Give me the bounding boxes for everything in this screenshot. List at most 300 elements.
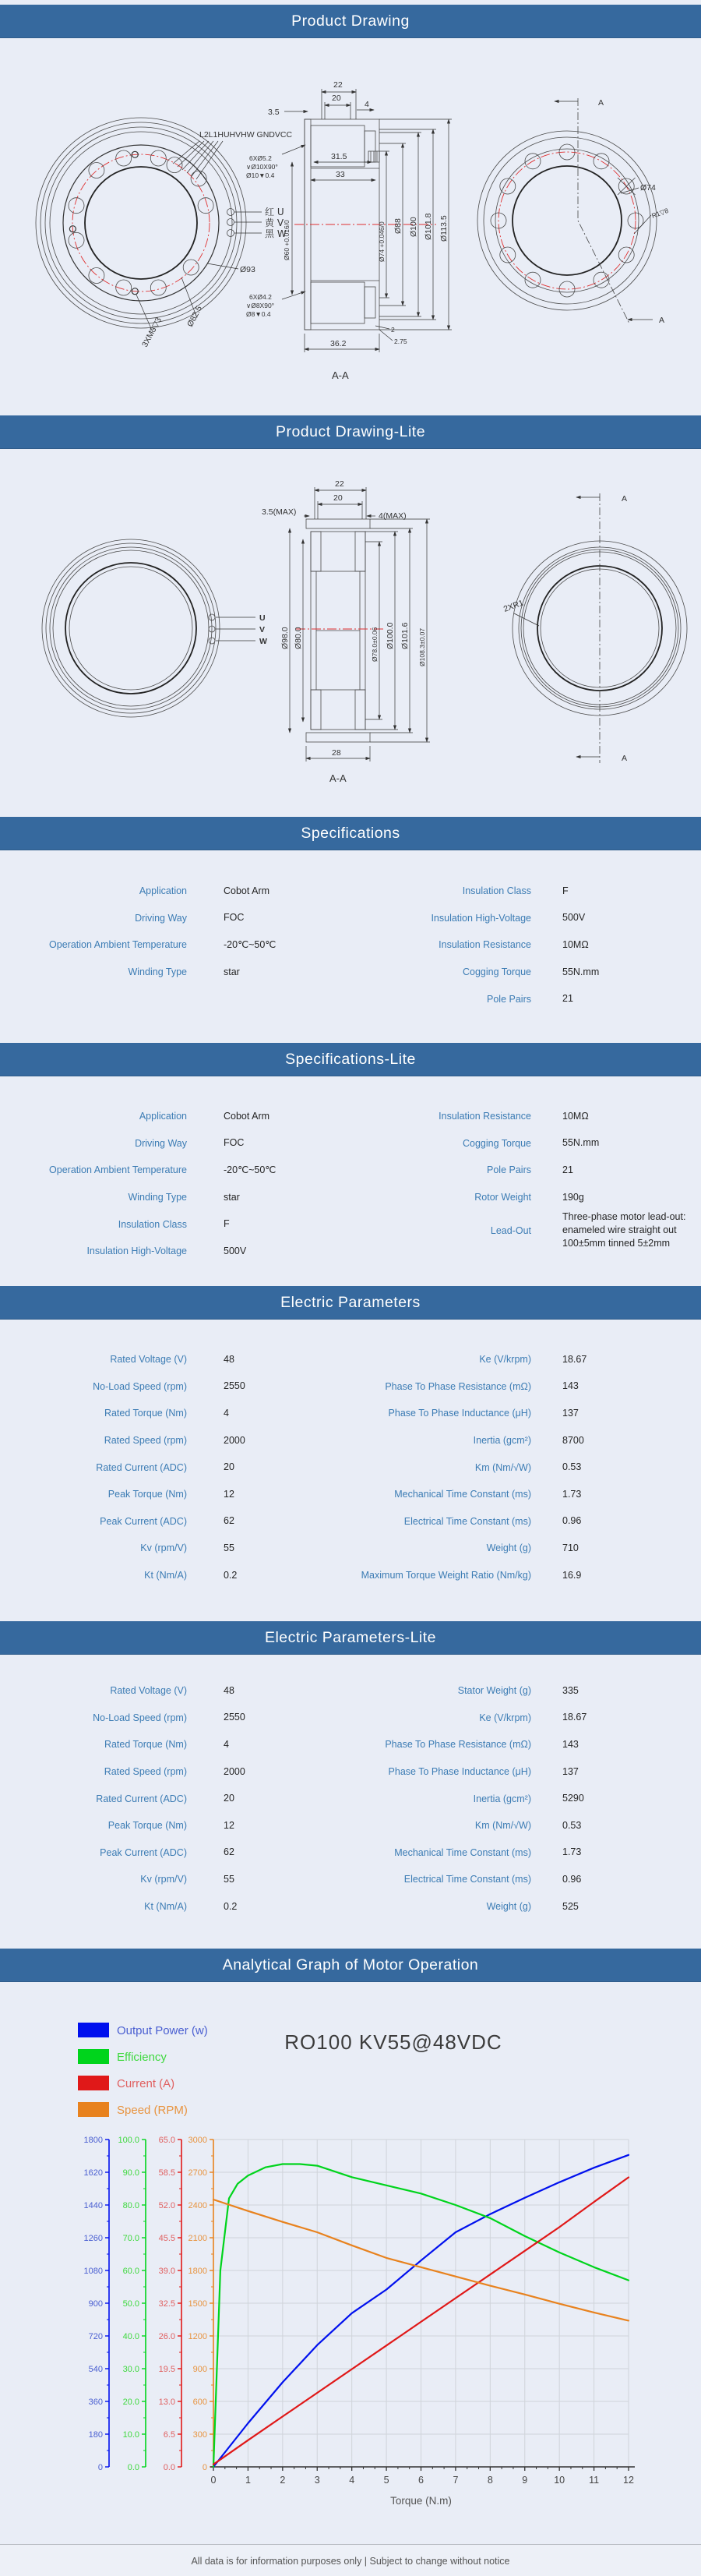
spec-lite-row [0, 1184, 350, 1211]
dim-101_8: Ø101.8 [424, 213, 433, 240]
ep-lite-value: 12 [224, 1819, 234, 1831]
spec-value: star [224, 966, 240, 977]
ep-lite-value: 137 [562, 1765, 579, 1777]
spec-lite-label: Cogging Torque [462, 1137, 531, 1149]
y-tick-label: 32.5 [158, 2299, 175, 2309]
spec-row [0, 959, 350, 986]
spec-lite-value: 55N.mm [562, 1137, 600, 1149]
dim-78: Ø78.0±0.06 [371, 627, 379, 662]
dim-2xr1: 2XR1 [502, 598, 525, 614]
ep-lite-row [0, 1866, 350, 1893]
ep-lite-label: Rated Current (ADC) [96, 1793, 187, 1804]
spec-label: Pole Pairs [487, 993, 531, 1005]
ep-lite-value: 62 [224, 1846, 234, 1858]
y-tick-label: 900 [192, 2365, 207, 2374]
ep-value: 0.96 [562, 1515, 582, 1527]
phase-label-u: 红 U [265, 207, 284, 217]
y-tick-label: 1500 [188, 2299, 207, 2309]
y-tick-label: 2100 [188, 2234, 207, 2243]
ep-label: Electrical Time Constant (ms) [403, 1515, 531, 1527]
x-axis-title: Torque (N.m) [390, 2495, 452, 2507]
ep-row [327, 1535, 701, 1562]
ep-value: 20 [224, 1461, 234, 1473]
legend-swatch-1 [78, 2049, 109, 2064]
y-tick-label: 1080 [83, 2267, 103, 2276]
ep-value: 16.9 [562, 1569, 582, 1581]
ep-left-column [0, 1346, 350, 1588]
ep-label: Rated Torque (Nm) [104, 1408, 187, 1419]
y-tick-label: 26.0 [158, 2332, 175, 2341]
ep-lite-value: 0.96 [562, 1873, 582, 1885]
ep-lite-value: 5290 [562, 1793, 584, 1804]
ep-lite-label: Phase To Phase Resistance (mΩ) [385, 1739, 531, 1751]
y-tick-label: 6.5 [163, 2430, 175, 2440]
dim-20: 20 [332, 94, 341, 103]
y-tick-label: 39.0 [158, 2267, 175, 2276]
ep-lite-label: Mechanical Time Constant (ms) [394, 1846, 531, 1858]
spec-label: Application [139, 885, 187, 897]
spec-label: Operation Ambient Temperature [49, 939, 187, 951]
dim-80: Ø80.0 [294, 627, 303, 649]
ep-label: Ke (V/krpm) [479, 1354, 531, 1366]
y-tick-label: 0.0 [127, 2463, 139, 2472]
dim-r1: R1▽8 [650, 206, 670, 220]
bolt-holes [491, 144, 643, 297]
spec-lite-value: F [224, 1218, 230, 1230]
dim-28: 28 [332, 748, 341, 758]
spec-value: 21 [562, 993, 573, 1005]
section-header-analytical-graph [0, 1949, 701, 1982]
dim-36_2: 36.2 [330, 339, 347, 348]
section-header-electric-parameters [0, 1286, 701, 1320]
ep-lite-row [0, 1893, 350, 1921]
ep-value: 2000 [224, 1434, 245, 1446]
y-tick-label: 2700 [188, 2168, 207, 2178]
ep-lite-label: Ke (V/krpm) [479, 1712, 531, 1723]
ep-value: 8700 [562, 1434, 584, 1446]
spec-lite-label: Driving Way [135, 1137, 187, 1149]
y-tick-label: 600 [192, 2398, 207, 2407]
legend-label-0: Output Power (w) [117, 2024, 208, 2037]
legend-label-1: Efficiency [117, 2051, 167, 2064]
ep-lite-value: 20 [224, 1793, 234, 1804]
ep-label: Rated Current (ADC) [96, 1461, 187, 1473]
dim-93: Ø93 [240, 265, 255, 274]
ep-value: 62 [224, 1515, 234, 1527]
ep-lite-row [327, 1785, 701, 1812]
ep-row [327, 1373, 701, 1401]
ep-lite-label: Inertia (gcm²) [473, 1793, 531, 1804]
ep-lite-label: Kt (Nm/A) [144, 1901, 187, 1913]
spec-lite-value: Cobot Arm [224, 1110, 270, 1122]
spec-lite-left-column [0, 1103, 350, 1265]
section-title: Electric Parameters [280, 1293, 421, 1311]
ep-row [327, 1400, 701, 1427]
y-tick-label: 1620 [83, 2168, 103, 2178]
x-tick-label: 12 [623, 2475, 634, 2486]
ep-value: 143 [562, 1380, 579, 1392]
ep-lite-row [0, 1705, 350, 1732]
ep-lite-value: 0.2 [224, 1900, 238, 1912]
section-arrow-label-top: A [622, 494, 628, 504]
y-tick-label: 0 [97, 2463, 103, 2472]
ep-lite-value: 2550 [224, 1712, 245, 1723]
ep-lite-value: 55 [224, 1873, 234, 1885]
legend-label-2: Current (A) [117, 2077, 175, 2090]
section-arrow-label-bottom: A [622, 754, 628, 763]
ep-lite-row [0, 1839, 350, 1867]
ep-row [0, 1400, 350, 1427]
ep-label: Kt (Nm/A) [144, 1570, 187, 1581]
spec-value: FOC [224, 912, 245, 924]
spec-value: Cobot Arm [224, 885, 270, 896]
ep-lite-value: 143 [562, 1738, 579, 1750]
right-view [477, 98, 670, 325]
x-tick-label: 4 [349, 2475, 355, 2486]
spec-lite-label: Winding Type [128, 1192, 187, 1203]
ep-row [0, 1481, 350, 1508]
svg-text:6XØ4.2: 6XØ4.2 [249, 293, 272, 301]
section-title: Product Drawing [291, 12, 410, 30]
motor-operation-chart [0, 1985, 701, 2544]
spec-lite-row [0, 1103, 350, 1130]
ep-row [327, 1481, 701, 1508]
x-tick-label: 5 [383, 2475, 389, 2486]
ep-value: 4 [224, 1407, 229, 1419]
phase-label-v: 黄 V [265, 217, 284, 228]
ep-label: Peak Torque (Nm) [107, 1489, 187, 1500]
ep-value: 1.73 [562, 1488, 582, 1500]
y-tick-label: 80.0 [122, 2201, 139, 2210]
ep-lite-row [327, 1812, 701, 1839]
ep-value: 0.53 [562, 1461, 582, 1473]
ep-lite-label: Peak Torque (Nm) [107, 1820, 187, 1832]
y-tick-label: 40.0 [122, 2332, 139, 2341]
ep-lite-label: Rated Torque (Nm) [104, 1739, 187, 1751]
y-tick-label: 1800 [83, 2136, 103, 2145]
spec-lite-label: Pole Pairs [487, 1164, 531, 1176]
phase-label-w: W [259, 637, 267, 646]
section-title: Electric Parameters-Lite [264, 1628, 437, 1646]
ep-row [0, 1562, 350, 1589]
spec-row [0, 931, 350, 959]
ep-lite-row [327, 1758, 701, 1786]
dim-100: Ø100 [409, 217, 418, 237]
y-tick-label: 10.0 [122, 2430, 139, 2440]
section-header-electric-parameters-lite [0, 1621, 701, 1655]
ep-lite-value: 2000 [224, 1765, 245, 1777]
ep-lite-value: 0.53 [562, 1819, 582, 1831]
ep-label: No-Load Speed (rpm) [93, 1380, 187, 1392]
y-tick-label: 2400 [188, 2201, 207, 2210]
ep-lite-label: Peak Current (ADC) [100, 1846, 187, 1858]
y-tick-label: 180 [88, 2430, 103, 2440]
ep-row [0, 1373, 350, 1401]
legend-swatch-2 [78, 2076, 109, 2090]
section-label: A-A [329, 772, 347, 784]
y-tick-label: 70.0 [122, 2234, 139, 2243]
x-tick-label: 0 [210, 2475, 217, 2486]
ep-value: 137 [562, 1407, 579, 1419]
ep-label: Peak Current (ADC) [100, 1515, 187, 1527]
ep-lite-value: 48 [224, 1684, 234, 1696]
ep-label: Kv (rpm/V) [140, 1542, 187, 1554]
section-header-specifications-lite [0, 1043, 701, 1076]
dim-22: 22 [335, 479, 344, 489]
y-tick-label: 13.0 [158, 2398, 175, 2407]
y-tick-label: 1440 [83, 2201, 103, 2210]
ep-lite-row [0, 1758, 350, 1786]
hole-callout-top [246, 145, 305, 179]
section-label: A-A [332, 369, 349, 381]
ep-lite-row [327, 1731, 701, 1758]
x-tick-label: 7 [453, 2475, 459, 2486]
spec-lite-row [0, 1238, 350, 1265]
ep-lite-label: Electrical Time Constant (ms) [403, 1874, 531, 1885]
ep-row [0, 1508, 350, 1535]
legend-label-3: Speed (RPM) [117, 2104, 188, 2117]
y-tick-label: 90.0 [122, 2168, 139, 2178]
ep-row [0, 1427, 350, 1454]
ep-row [0, 1454, 350, 1481]
y-tick-label: 1260 [83, 2234, 103, 2243]
y-tick-label: 60.0 [122, 2267, 139, 2276]
dim-82_5: Ø82.5 [185, 304, 205, 329]
svg-text:∨Ø8X90°: ∨Ø8X90° [246, 302, 275, 309]
x-tick-label: 1 [245, 2475, 251, 2486]
hole-callout-bottom [246, 292, 305, 318]
spec-lite-row [0, 1130, 350, 1157]
y-tick-label: 0 [202, 2463, 207, 2472]
section-title: Product Drawing-Lite [275, 422, 426, 440]
ep-value: 0.2 [224, 1569, 238, 1581]
y-tick-label: 65.0 [158, 2136, 175, 2145]
dim-101_6: Ø101.6 [400, 622, 410, 649]
ep-label: Km (Nm/√W) [474, 1461, 531, 1473]
x-tick-label: 8 [487, 2475, 493, 2486]
spec-row [327, 905, 701, 932]
spec-lite-value: 190g [562, 1191, 584, 1203]
ep-label: Mechanical Time Constant (ms) [394, 1489, 531, 1500]
dim-113_5: Ø113.5 [439, 215, 449, 242]
x-tick-label: 2 [280, 2475, 286, 2486]
ep-lite-label: Km (Nm/√W) [474, 1820, 531, 1832]
y-tick-label: 360 [88, 2398, 103, 2407]
ep-lite-row [327, 1893, 701, 1921]
footer [0, 2544, 701, 2576]
ep-row [327, 1346, 701, 1373]
table-specifications-lite [0, 1076, 701, 1286]
svg-text:Ø10▼0.4: Ø10▼0.4 [246, 171, 275, 179]
dim-33: 33 [336, 170, 345, 179]
table-electric-parameters [0, 1320, 701, 1621]
y-tick-label: 52.0 [158, 2201, 175, 2210]
wire-bundle-label: L2L1HUHVHW GNDVCC [199, 130, 293, 140]
spec-lite-right-column [327, 1103, 701, 1250]
spec-lite-row [0, 1210, 350, 1238]
spec-lite-label: Rotor Weight [474, 1192, 531, 1203]
x-tick-label: 3 [314, 2475, 320, 2486]
ep-row [0, 1346, 350, 1373]
y-tick-label: 0.0 [163, 2463, 175, 2472]
dim-100: Ø100.0 [386, 622, 395, 649]
y-tick-label: 1800 [188, 2267, 207, 2276]
ep-lite-row [0, 1731, 350, 1758]
dim-22: 22 [333, 80, 343, 90]
spec-value: 55N.mm [562, 966, 600, 977]
ep-label: Inertia (gcm²) [473, 1435, 531, 1447]
dim-4max: 4(MAX) [379, 511, 407, 521]
section-header-product-drawing [0, 5, 701, 38]
ep-lite-label: No-Load Speed (rpm) [93, 1712, 187, 1723]
spec-lite-label: Insulation Class [118, 1218, 187, 1230]
spec-value: -20℃~50℃ [224, 938, 277, 950]
spec-row [0, 905, 350, 932]
ep-row [327, 1562, 701, 1589]
dim-88: Ø88 [393, 218, 403, 234]
spec-label: Driving Way [135, 912, 187, 924]
phase-label-v: V [259, 625, 266, 634]
ep-lite-right-column [327, 1677, 701, 1920]
y-tick-label: 540 [88, 2365, 103, 2374]
dim-2_75: 2.75 [394, 337, 407, 345]
svg-text:6XØ5.2: 6XØ5.2 [249, 154, 272, 162]
ep-lite-row [0, 1785, 350, 1812]
ep-right-column [327, 1346, 701, 1588]
section-arrow-label-top: A [598, 98, 604, 108]
y-tick-label: 1200 [188, 2332, 207, 2341]
svg-text:∨Ø10X90°: ∨Ø10X90° [246, 163, 278, 171]
footer-text: All data is for information purposes only | Subject to change without notice [191, 2555, 510, 2567]
y-tick-label: 900 [88, 2299, 103, 2309]
legend-swatch-0 [78, 2023, 109, 2037]
ep-lite-value: 1.73 [562, 1846, 582, 1858]
svg-text:Ø8▼0.4: Ø8▼0.4 [246, 310, 271, 318]
spec-lite-label: Insulation Resistance [439, 1111, 531, 1122]
front-view-lite [42, 539, 267, 717]
x-tick-label: 6 [418, 2475, 424, 2486]
y-tick-label: 100.0 [118, 2136, 139, 2145]
ep-label: Weight (g) [486, 1542, 531, 1554]
spec-lite-label: Application [139, 1111, 187, 1122]
section-title: Specifications [301, 824, 400, 842]
spec-lite-value: 10MΩ [562, 1110, 589, 1122]
ep-lite-label: Kv (rpm/V) [140, 1874, 187, 1885]
chart-title: RO100 KV55@48VDC [284, 2030, 502, 2054]
dim-2: 2 [391, 326, 395, 334]
spec-label: Winding Type [128, 966, 187, 978]
y-tick-label: 19.5 [158, 2365, 175, 2374]
dim-60: Ø60 +0.016/0 [283, 220, 291, 260]
dim-31_5: 31.5 [331, 152, 347, 161]
ep-label: Phase To Phase Inductance (μH) [388, 1408, 531, 1419]
spec-lite-value: 500V [224, 1245, 247, 1256]
ep-lite-left-column [0, 1677, 350, 1920]
ep-lite-value: 335 [562, 1684, 579, 1696]
ep-lite-row [327, 1866, 701, 1893]
section-arrow-label-bottom: A [659, 316, 665, 325]
ep-label: Maximum Torque Weight Ratio (Nm/kg) [361, 1570, 531, 1581]
ep-lite-row [327, 1677, 701, 1705]
phase-label-u: U [259, 613, 266, 623]
ep-value: 48 [224, 1353, 234, 1365]
spec-lite-value: FOC [224, 1137, 245, 1149]
ep-lite-row [0, 1812, 350, 1839]
spec-lite-value: Three-phase motor lead-out: enameled wire straight out 100±5mm tinned 5±2mm [562, 1211, 686, 1249]
y-tick-label: 20.0 [122, 2398, 139, 2407]
spec-lite-row [327, 1103, 701, 1130]
dim-74-right: Ø74 [640, 183, 656, 193]
spec-row [327, 959, 701, 986]
x-tick-label: 10 [554, 2475, 565, 2486]
ep-lite-value: 525 [562, 1900, 579, 1912]
spec-value: F [562, 885, 569, 896]
spec-lite-row [327, 1184, 701, 1211]
y-tick-label: 300 [192, 2430, 207, 2440]
x-tick-label: 11 [589, 2475, 600, 2486]
x-tick-label: 9 [522, 2475, 528, 2486]
y-tick-label: 30.0 [122, 2365, 139, 2374]
ep-lite-label: Rated Voltage (V) [110, 1685, 187, 1697]
section-title: Specifications-Lite [285, 1050, 416, 1068]
spec-lite-label: Lead-Out [490, 1224, 531, 1236]
y-tick-label: 3000 [188, 2136, 207, 2145]
phase-terminals [209, 614, 255, 644]
spec-label: Insulation High-Voltage [431, 912, 531, 924]
y-tick-label: 45.5 [158, 2234, 175, 2243]
ep-lite-row [327, 1705, 701, 1732]
ep-lite-value: 18.67 [562, 1712, 587, 1723]
spec-label: Cogging Torque [462, 966, 531, 978]
spec-lite-label: Insulation High-Voltage [86, 1246, 187, 1257]
ep-value: 710 [562, 1542, 579, 1553]
phase-label-w: 黑 W [265, 228, 287, 239]
ep-lite-row [327, 1839, 701, 1867]
dim-3_5: 3.5 [268, 108, 280, 117]
spec-left-column [0, 878, 350, 985]
spec-lite-label: Operation Ambient Temperature [49, 1164, 187, 1176]
ep-lite-value: 4 [224, 1738, 229, 1750]
y-tick-label: 50.0 [122, 2299, 139, 2309]
spec-lite-row [327, 1157, 701, 1184]
ep-label: Rated Voltage (V) [110, 1354, 187, 1366]
ep-row [327, 1454, 701, 1481]
legend-swatch-3 [78, 2102, 109, 2117]
dim-20: 20 [333, 493, 343, 503]
right-view-lite [502, 493, 687, 763]
spec-lite-value: 21 [562, 1164, 573, 1175]
winding-slots [69, 150, 213, 295]
dim-98: Ø98.0 [280, 627, 290, 649]
dim-74: Ø74 +0.046/0 [378, 221, 386, 262]
spec-row [327, 878, 701, 905]
table-electric-parameters-lite [0, 1655, 701, 1949]
section-header-product-drawing-lite [0, 415, 701, 449]
spec-row [327, 985, 701, 1012]
spec-lite-row [327, 1210, 701, 1250]
table-specifications [0, 851, 701, 1043]
ep-row [327, 1508, 701, 1535]
spec-value: 500V [562, 912, 586, 924]
y-tick-label: 58.5 [158, 2168, 175, 2178]
section-view [268, 80, 452, 381]
spec-label: Insulation Resistance [439, 939, 531, 951]
spec-lite-row [0, 1157, 350, 1184]
spec-value: 10MΩ [562, 938, 589, 950]
ep-lite-label: Weight (g) [486, 1901, 531, 1913]
dim-m3: 3XM3▽3 [140, 316, 164, 349]
ep-label: Rated Speed (rpm) [104, 1435, 187, 1447]
